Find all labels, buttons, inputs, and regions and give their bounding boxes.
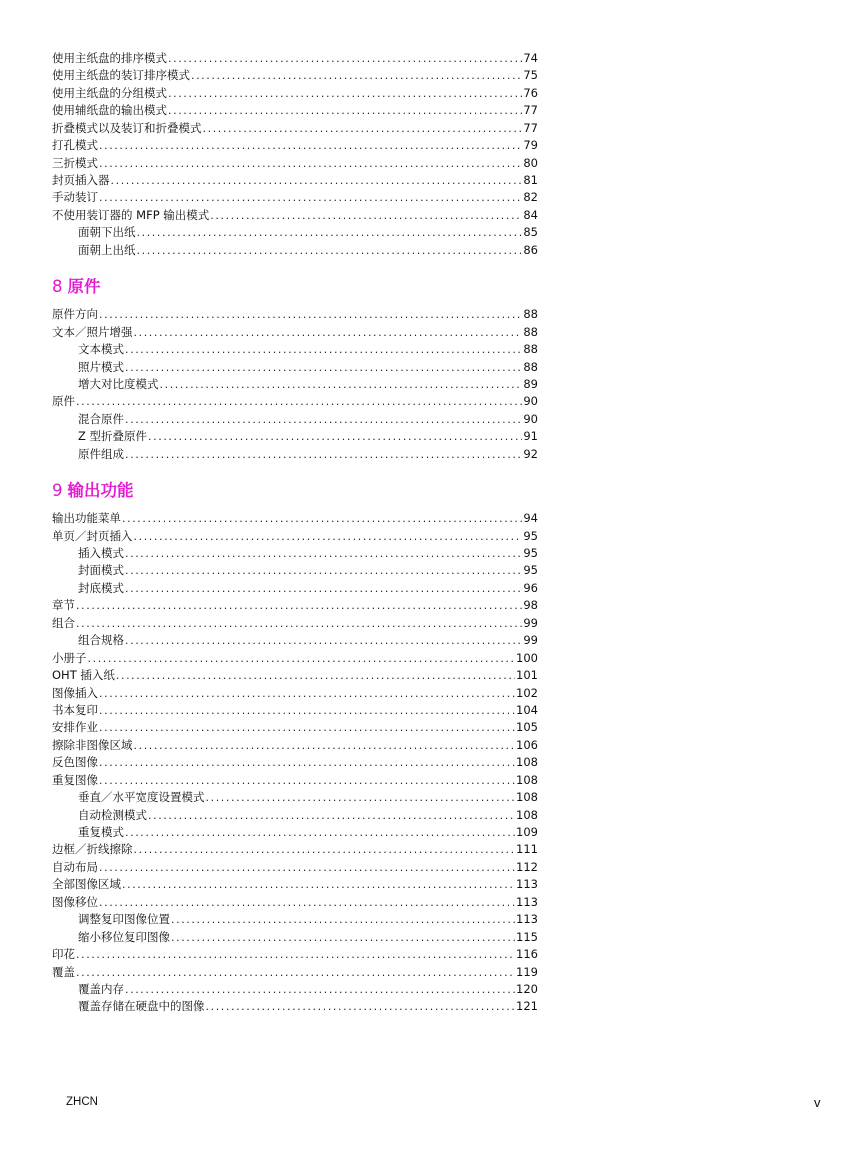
toc-entry-title: 照片模式: [78, 359, 124, 374]
toc-subentry[interactable]: [52, 929, 538, 946]
toc-entry[interactable]: [52, 894, 538, 911]
toc-entry[interactable]: [52, 615, 538, 632]
toc-entry-page: 81: [523, 173, 538, 188]
toc-entry-page: 75: [523, 68, 538, 83]
dot-leader: [148, 807, 515, 824]
toc-entry[interactable]: [52, 306, 538, 323]
toc-entry-title: 手动装订: [52, 190, 98, 205]
dot-leader: [125, 341, 522, 358]
toc-group-output-modes: [52, 50, 538, 259]
dot-leader: [99, 685, 515, 702]
toc-entry-page: 77: [523, 103, 538, 118]
toc-entry-page: 116: [516, 947, 538, 962]
dot-leader: [168, 50, 522, 67]
toc-entry[interactable]: [52, 120, 538, 137]
dot-leader: [122, 876, 515, 893]
toc-entry-title: 输出功能菜单: [52, 511, 121, 526]
toc-subentry[interactable]: [52, 563, 538, 580]
toc-entry-title: 使用辅纸盘的输出模式: [52, 103, 167, 118]
dot-leader: [137, 242, 523, 259]
toc-subentry[interactable]: [52, 807, 538, 824]
footer-page-number: v: [814, 1095, 821, 1110]
toc-entry-title: 自动检测模式: [78, 807, 147, 822]
dot-leader: [171, 929, 515, 946]
toc-entry-title: 打孔模式: [52, 138, 98, 153]
toc-entry-page: 99: [523, 615, 538, 630]
dot-leader: [99, 137, 522, 154]
dot-leader: [168, 102, 522, 119]
toc-subentry[interactable]: [52, 981, 538, 998]
dot-leader: [168, 85, 522, 102]
toc-entry-page: 101: [516, 668, 538, 683]
dot-leader: [206, 789, 516, 806]
toc-entry-title: 折叠模式以及装订和折叠模式: [52, 120, 202, 135]
toc-entry-title: 重复模式: [78, 825, 124, 840]
toc-entry-page: 115: [516, 929, 538, 944]
toc-entry[interactable]: [52, 842, 538, 859]
dot-leader: [171, 911, 515, 928]
toc-subentry[interactable]: [52, 789, 538, 806]
toc-entry-title: 组合: [52, 615, 75, 630]
dot-leader: [134, 528, 523, 545]
toc-entry-title: 不使用装订器的 MFP 输出模式: [52, 207, 210, 222]
toc-entry[interactable]: [52, 859, 538, 876]
toc-subentry[interactable]: [52, 341, 538, 358]
toc-entry-title: 组合规格: [78, 633, 124, 648]
footer-language-code: ZHCN: [66, 1096, 98, 1108]
toc-entry-page: 85: [523, 225, 538, 240]
dot-leader: [125, 446, 522, 463]
dot-leader: [99, 772, 515, 789]
toc-entry-title: 书本复印: [52, 702, 98, 717]
dot-leader: [160, 376, 523, 393]
toc-entry-page: 76: [523, 85, 538, 100]
dot-leader: [203, 120, 523, 137]
toc-entry[interactable]: [52, 946, 538, 963]
dot-leader: [125, 359, 522, 376]
toc-entry-page: 79: [523, 138, 538, 153]
toc-entry-page: 88: [523, 307, 538, 322]
toc-entry-page: 108: [516, 807, 538, 822]
toc-entry-title: 安排作业: [52, 720, 98, 735]
toc-subentry[interactable]: [52, 411, 538, 428]
chapter-title: 原件: [67, 277, 101, 297]
toc-entry-page: 90: [523, 411, 538, 426]
toc-entry[interactable]: [52, 393, 538, 410]
toc-entry-title: 增大对比度模式: [78, 376, 159, 391]
dot-leader: [137, 224, 523, 241]
toc-entry-title: 三折模式: [52, 155, 98, 170]
toc-entry-page: 96: [523, 580, 538, 595]
chapter-number: 8: [52, 277, 63, 297]
dot-leader: [134, 324, 523, 341]
dot-leader: [125, 632, 522, 649]
toc-entry-page: 108: [516, 772, 538, 787]
dot-leader: [76, 597, 522, 614]
toc-entry-title: 文本／照片增强: [52, 324, 133, 339]
toc-entry-page: 106: [516, 737, 538, 752]
toc-entry[interactable]: [52, 685, 538, 702]
toc-entry-title: 调整复印图像位置: [78, 912, 170, 927]
toc-entry-page: 88: [523, 359, 538, 374]
toc-entry[interactable]: [52, 597, 538, 614]
dot-leader: [76, 946, 515, 963]
toc-entry-page: 82: [523, 190, 538, 205]
toc-entry-page: 119: [516, 964, 538, 979]
toc-entry-page: 84: [523, 207, 538, 222]
toc-entry[interactable]: [52, 190, 538, 207]
dot-leader: [99, 719, 515, 736]
toc-entry-title: 使用主纸盘的装订排序模式: [52, 68, 190, 83]
toc-subentry[interactable]: [52, 242, 538, 259]
toc-entry-page: 121: [516, 999, 538, 1014]
toc-entry[interactable]: [52, 650, 538, 667]
toc-entry-title: 封面模式: [78, 563, 124, 578]
toc-entry-page: 90: [523, 394, 538, 409]
toc-entry-title: 封底模式: [78, 580, 124, 595]
toc-subentry[interactable]: [52, 824, 538, 841]
toc-entry-page: 88: [523, 342, 538, 357]
toc-entry[interactable]: [52, 67, 538, 84]
dot-leader: [116, 667, 515, 684]
toc-entry-page: 108: [516, 790, 538, 805]
toc-entry-page: 95: [523, 528, 538, 543]
toc-entry-page: 113: [516, 877, 538, 892]
dot-leader: [76, 393, 522, 410]
toc-group-output-functions: [52, 510, 538, 1016]
toc-entry-title: 混合原件: [78, 411, 124, 426]
toc-entry-title: 封页插入器: [52, 173, 110, 188]
toc-entry[interactable]: [52, 772, 538, 789]
toc-entry-page: 94: [523, 511, 538, 526]
toc-entry-title: 面朝上出纸: [78, 242, 136, 257]
toc-entry-title: 反色图像: [52, 755, 98, 770]
toc-entry-title: 使用主纸盘的排序模式: [52, 50, 167, 65]
dot-leader: [134, 841, 516, 858]
toc-entry-page: 74: [523, 50, 538, 65]
toc-entry-page: 99: [523, 633, 538, 648]
toc-entry[interactable]: [52, 155, 538, 172]
dot-leader: [122, 510, 522, 527]
toc-entry-page: 109: [516, 825, 538, 840]
dot-leader: [125, 562, 522, 579]
dot-leader: [88, 650, 516, 667]
dot-leader: [99, 702, 515, 719]
toc-subentry[interactable]: [52, 428, 538, 445]
chapter-number: 9: [52, 481, 63, 501]
toc-entry-title: 原件方向: [52, 307, 98, 322]
toc-entry-title: 覆盖存储在硬盘中的图像: [78, 999, 205, 1014]
dot-leader: [76, 615, 522, 632]
toc-subentry[interactable]: [52, 580, 538, 597]
toc-entry-page: 86: [523, 242, 538, 257]
toc-subentry[interactable]: [52, 911, 538, 928]
toc-entry[interactable]: [52, 324, 538, 341]
toc-entry-title: 面朝下出纸: [78, 225, 136, 240]
toc-entry-title: 覆盖内存: [78, 981, 124, 996]
chapter-title: 输出功能: [67, 481, 134, 501]
toc-entry-title: 小册子: [52, 650, 87, 665]
toc-subentry[interactable]: [52, 545, 538, 562]
toc-entry[interactable]: [52, 667, 538, 684]
table-of-contents: [52, 50, 538, 1016]
dot-leader: [125, 824, 515, 841]
toc-entry[interactable]: [52, 719, 538, 736]
toc-entry-title: OHT 插入纸: [52, 668, 115, 683]
toc-entry-page: 105: [516, 720, 538, 735]
toc-entry-page: 104: [516, 702, 538, 717]
dot-leader: [99, 754, 515, 771]
toc-entry-title: 原件组成: [78, 446, 124, 461]
toc-entry-page: 100: [516, 650, 538, 665]
dot-leader: [191, 67, 522, 84]
toc-entry-title: 擦除非图像区域: [52, 737, 133, 752]
toc-entry[interactable]: [52, 85, 538, 102]
toc-entry-title: 单页／封页插入: [52, 528, 133, 543]
toc-entry-title: 图像插入: [52, 685, 98, 700]
dot-leader: [210, 207, 522, 224]
dot-leader: [125, 411, 522, 428]
toc-entry-page: 111: [516, 842, 538, 857]
toc-entry[interactable]: [52, 754, 538, 771]
dot-leader: [125, 545, 522, 562]
toc-entry[interactable]: [52, 737, 538, 754]
toc-entry[interactable]: [52, 528, 538, 545]
toc-entry[interactable]: [52, 137, 538, 154]
dot-leader: [99, 306, 522, 323]
toc-subentry[interactable]: [52, 376, 538, 393]
toc-entry-title: 自动布局: [52, 859, 98, 874]
toc-entry-page: 98: [523, 598, 538, 613]
dot-leader: [148, 428, 522, 445]
dot-leader: [76, 964, 515, 981]
dot-leader: [111, 172, 523, 189]
toc-entry-title: 使用主纸盘的分组模式: [52, 85, 167, 100]
toc-entry-page: 112: [516, 859, 538, 874]
toc-entry[interactable]: [52, 50, 538, 67]
toc-entry[interactable]: [52, 510, 538, 527]
toc-entry[interactable]: [52, 702, 538, 719]
toc-entry-title: Z 型折叠原件: [78, 429, 148, 444]
toc-entry-title: 边框／折线擦除: [52, 842, 133, 857]
dot-leader: [125, 981, 515, 998]
toc-subentry[interactable]: [52, 632, 538, 649]
toc-subentry[interactable]: [52, 998, 538, 1015]
toc-entry-title: 插入模式: [78, 546, 124, 561]
chapter-heading-9: [52, 481, 538, 501]
chapter-heading-8: [52, 277, 538, 297]
toc-entry[interactable]: [52, 102, 538, 119]
toc-entry-page: 108: [516, 755, 538, 770]
dot-leader: [134, 737, 516, 754]
toc-entry-page: 91: [523, 429, 538, 444]
toc-entry-title: 文本模式: [78, 342, 124, 357]
toc-entry-page: 80: [523, 155, 538, 170]
toc-entry-page: 77: [523, 120, 538, 135]
toc-entry-page: 95: [523, 546, 538, 561]
toc-subentry[interactable]: [52, 359, 538, 376]
toc-entry-page: 88: [523, 324, 538, 339]
toc-entry[interactable]: [52, 207, 538, 224]
dot-leader: [99, 155, 522, 172]
dot-leader: [125, 580, 522, 597]
toc-entry-title: 全部图像区域: [52, 877, 121, 892]
toc-entry-title: 重复图像: [52, 772, 98, 787]
toc-entry-page: 89: [523, 376, 538, 391]
toc-subentry[interactable]: [52, 446, 538, 463]
toc-entry-title: 垂直／水平宽度设置模式: [78, 790, 205, 805]
toc-entry[interactable]: [52, 964, 538, 981]
dot-leader: [99, 894, 515, 911]
toc-entry[interactable]: [52, 172, 538, 189]
toc-entry-title: 图像移位: [52, 894, 98, 909]
toc-entry-title: 覆盖: [52, 964, 75, 979]
toc-entry-page: 113: [516, 894, 538, 909]
toc-entry-title: 章节: [52, 598, 75, 613]
toc-group-originals: [52, 306, 538, 463]
dot-leader: [99, 859, 515, 876]
toc-entry-page: 120: [516, 981, 538, 996]
toc-entry-title: 缩小移位复印图像: [78, 929, 170, 944]
toc-entry-page: 102: [516, 685, 538, 700]
toc-entry-page: 95: [523, 563, 538, 578]
toc-entry-title: 印花: [52, 947, 75, 962]
toc-entry[interactable]: [52, 876, 538, 893]
dot-leader: [206, 998, 516, 1015]
toc-subentry[interactable]: [52, 224, 538, 241]
toc-entry-title: 原件: [52, 394, 75, 409]
toc-entry-page: 92: [523, 446, 538, 461]
toc-entry-page: 113: [516, 912, 538, 927]
dot-leader: [99, 189, 522, 206]
